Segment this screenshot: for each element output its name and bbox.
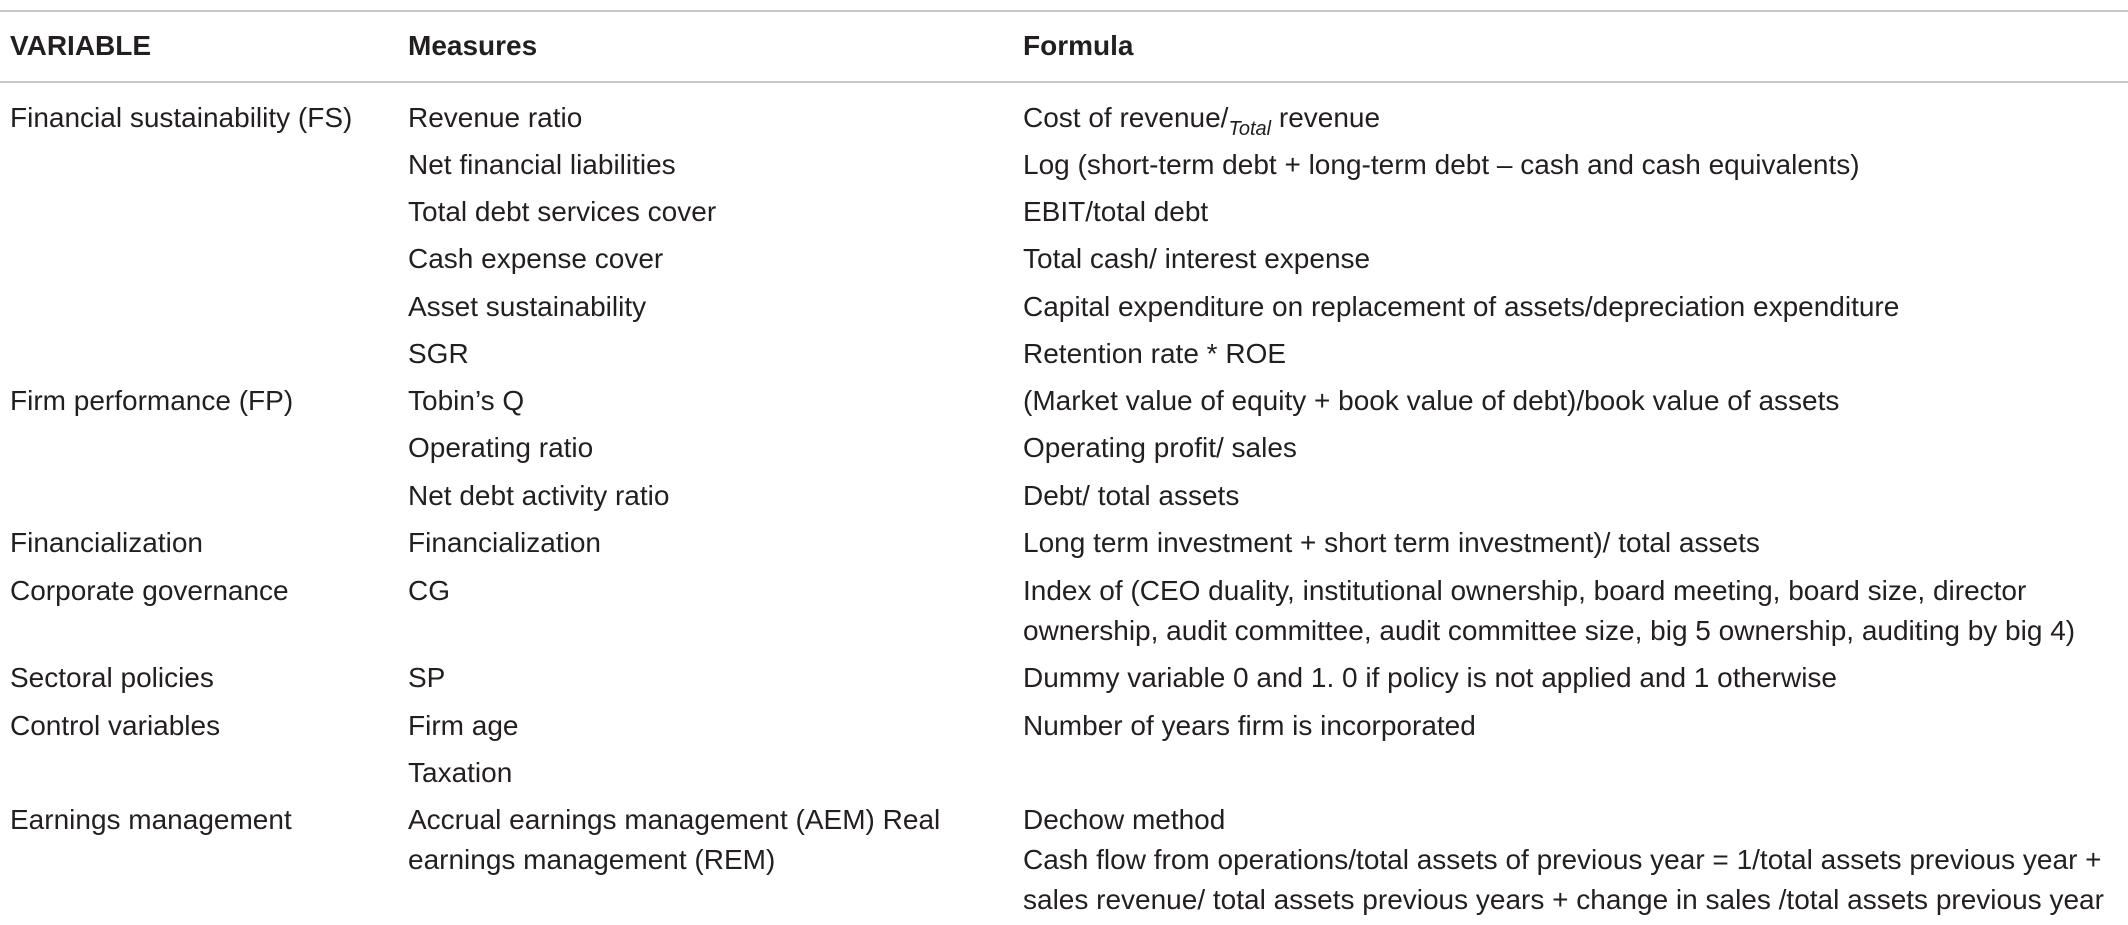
formula-cell: EBIT/total debt: [1023, 196, 1209, 227]
formula-cell: Cost of revenue/$_{Total}$ revenue: [1023, 102, 1381, 140]
formula-cell: Long term investment + short term investment)/ total assets: [1023, 527, 1760, 558]
table-top-rule: [0, 10, 2128, 12]
formula-cell: Retention rate * ROE: [1023, 338, 1287, 369]
formula-cell: Total cash/ interest expense: [1023, 243, 1371, 274]
variable-cell: Financialization: [10, 527, 203, 558]
formula-cell: Dechow method: [1023, 804, 1226, 835]
formula-cell: Index of (CEO duality, institutional ownership, board meeting, board size, director: [1023, 575, 2027, 606]
variable-cell: Firm performance (FP): [10, 385, 294, 416]
measure-cell: Cash expense cover: [408, 243, 664, 274]
measure-cell: Financialization: [408, 527, 601, 558]
measure-cell: Total debt services cover: [408, 196, 717, 227]
header-measures: Measures: [408, 30, 538, 61]
formula-cell-line-2: Cash flow from operations/total assets of previous year = 1/total assets previous year +: [1023, 844, 2102, 875]
measure-cell: Asset sustainability: [408, 291, 647, 322]
variable-cell: Earnings management: [10, 804, 292, 835]
variable-cell: Control variables: [10, 710, 221, 741]
variable-cell: Sectoral policies: [10, 662, 214, 693]
measure-cell: Revenue ratio: [408, 102, 583, 133]
formula-cell: Capital expenditure on replacement of assets/depreciation expenditure: [1023, 291, 1900, 322]
measure-cell: CG: [408, 575, 450, 606]
measure-cell: Accrual earnings management (AEM) Real: [408, 804, 941, 835]
formula-cell: Debt/ total assets: [1023, 480, 1240, 511]
measure-cell: Taxation: [408, 757, 513, 788]
measure-cell: Firm age: [408, 710, 519, 741]
variable-cell: Financial sustainability (FS): [10, 102, 353, 133]
formula-cell: Log (short-term debt + long-term debt – cash and cash equivalents): [1023, 149, 1860, 180]
measure-cell-line-2: earnings management (REM): [408, 844, 776, 875]
formula-cell: Number of years firm is incorporated: [1023, 710, 1476, 741]
measure-cell: Net debt activity ratio: [408, 480, 670, 511]
measure-cell: Tobin’s Q: [408, 385, 525, 416]
header-rule: [0, 81, 2128, 83]
measure-cell: Operating ratio: [408, 432, 594, 463]
formula-cell-line-2: ownership, audit committee, audit committee size, big 5 ownership, auditing by big 4): [1023, 615, 2076, 646]
formula-cell: (Market value of equity + book value of debt)/book value of assets: [1023, 385, 1840, 416]
formula-cell: Operating profit/ sales: [1023, 432, 1297, 463]
header-formula: Formula: [1023, 30, 1134, 61]
measure-cell: Net financial liabilities: [408, 149, 676, 180]
variable-cell: Corporate governance: [10, 575, 289, 606]
formula-cell: Dummy variable 0 and 1. 0 if policy is not applied and 1 otherwise: [1023, 662, 1837, 693]
measure-cell: SGR: [408, 338, 469, 369]
measure-cell: SP: [408, 662, 446, 693]
header-variable: VARIABLE: [10, 30, 152, 61]
formula-cell-line-3: sales revenue/ total assets previous years + change in sales /total assets previous year: [1023, 884, 2104, 915]
